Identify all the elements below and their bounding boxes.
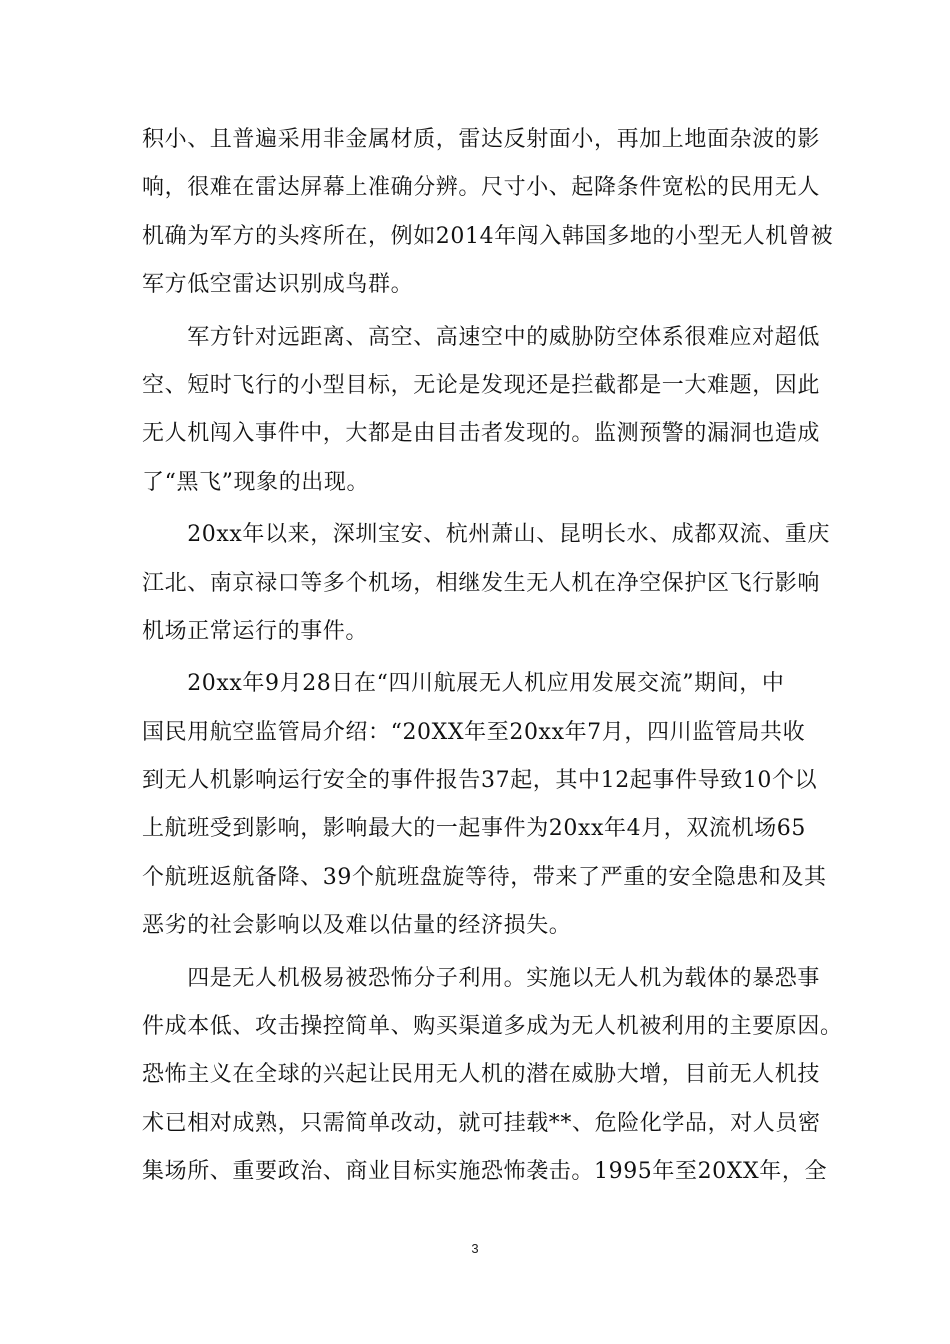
text-line: 响，很难在雷达屏幕上准确分辨。尺寸小、起降条件宽松的民用无人 [142, 175, 821, 201]
text-line: 件成本低、攻击操控简单、购买渠道多成为无人机被利用的主要原因。 [142, 1014, 843, 1040]
text-line: 机确为军方的头疼所在，例如2014年闯入韩国多地的小型无人机曾被 [142, 223, 834, 249]
text-line: 术已相对成熟，只需简单改动，就可挂载**、危险化学品，对人员密 [142, 1110, 821, 1136]
paragraph-5 [142, 955, 843, 1197]
paragraph-4 [142, 660, 827, 950]
text-line: 国民用航空监管局介绍：“20XX年至20xx年7月，四川监管局共收 [142, 719, 806, 745]
text-line: 20xx年9月28日在“四川航展无人机应用发展交流”期间，中 [142, 671, 785, 697]
text-line: 集场所、重要政治、商业目标实施恐怖袭击。1995年至20XX年，全 [142, 1159, 828, 1185]
text-line: 四是无人机极易被恐怖分子利用。实施以无人机为载体的暴恐事 [142, 965, 821, 991]
text-line: 到无人机影响运行安全的事件报告37起，其中12起事件导致10个以 [142, 768, 818, 794]
text-line: 军方低空雷达识别成鸟群。 [142, 272, 414, 298]
text-line: 军方针对远距离、高空、高速空中的威胁防空体系很难应对超低 [142, 324, 821, 350]
text-line: 个航班返航备降、39个航班盘旋等待，带来了严重的安全隐患和及其 [142, 864, 827, 890]
document-body [142, 116, 843, 1197]
text-line: 上航班受到影响，影响最大的一起事件为20xx年4月，双流机场65 [142, 816, 807, 842]
text-line: 积小、且普遍采用非金属材质，雷达反射面小，再加上地面杂波的影 [142, 127, 821, 152]
page-number: 3 [471, 1241, 479, 1256]
text-line: 机场正常运行的事件。 [142, 618, 369, 644]
text-line: 恶劣的社会影响以及难以估量的经济损失。 [142, 913, 572, 939]
text-line: 20xx年以来，深圳宝安、杭州萧山、昆明长水、成都双流、重庆 [142, 522, 831, 548]
paragraph-1 [142, 116, 834, 310]
text-line: 空、短时飞行的小型目标，无论是发现还是拦截都是一大难题，因此 [142, 372, 821, 398]
text-line: 无人机闯入事件中，大都是由目击者发现的。监测预警的漏洞也造成 [142, 421, 821, 447]
text-line: 江北、南京禄口等多个机场，相继发生无人机在净空保护区飞行影响 [142, 570, 821, 596]
paragraph-2 [142, 314, 822, 508]
paragraph-3 [142, 511, 831, 656]
text-line: 了“黑飞”现象的出现。 [142, 469, 370, 495]
text-line: 恐怖主义在全球的兴起让民用无人机的潜在威胁大增，目前无人机技 [142, 1062, 821, 1088]
